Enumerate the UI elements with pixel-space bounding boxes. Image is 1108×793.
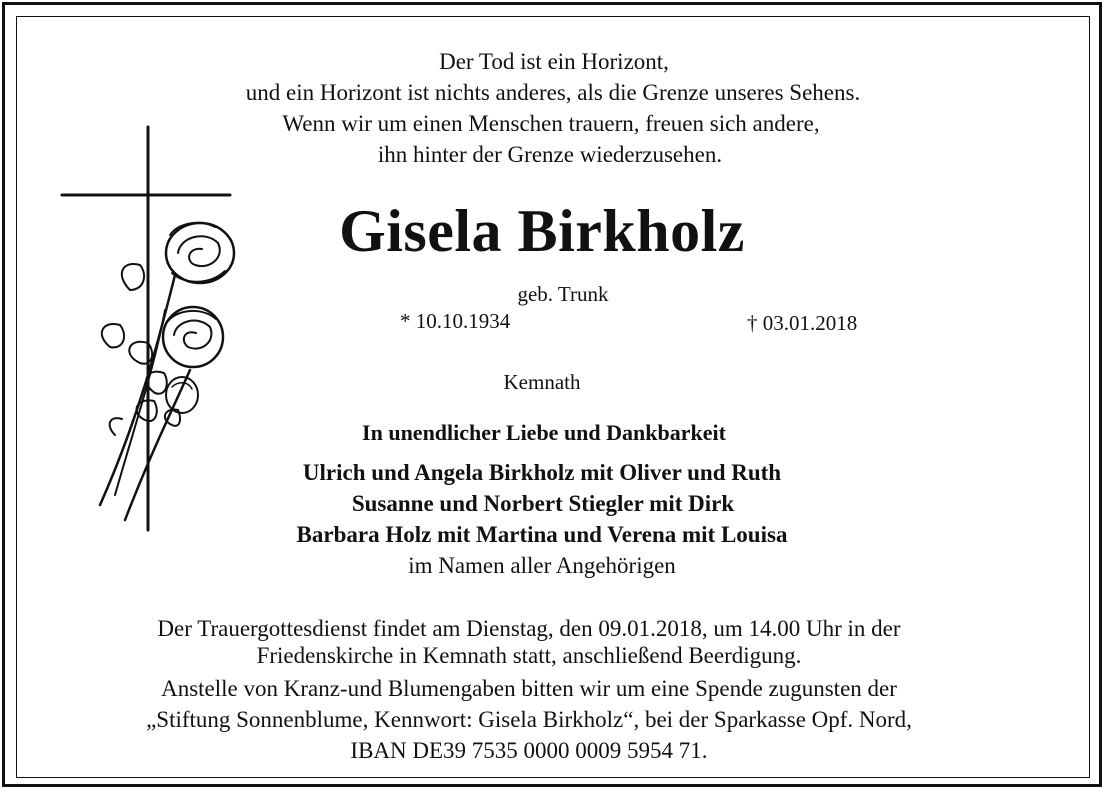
place: Kemnath [503, 370, 581, 394]
poem-line-2: und ein Horizont ist nichts anderes, als die Grenze unseres Sehens. [245, 80, 861, 105]
service-line-1: Der Trauergottesdienst findet am Dienstag, den 09.01.2018, um 14.00 Uhr in der [157, 616, 901, 641]
mourner-line-2: Susanne und Norbert Stiegler mit Dirk [351, 491, 735, 516]
mourners-closing: im Namen aller Angehörigen [408, 553, 676, 578]
service-line-2: Friedenskirche in Kemnath statt, anschließend Beerdigung. [256, 643, 802, 668]
mourner-line-3: Barbara Holz mit Martina und Verena mit Louisa [296, 522, 788, 547]
maiden-name: geb. Trunk [517, 282, 609, 306]
service-line-4: „Stiftung Sonnenblume, Kennwort: Gisela Birkholz“, bei der Sparkasse Opf. Nord, [146, 707, 912, 732]
poem-line-3: Wenn wir um einen Menschen trauern, freuen sich andere, [282, 111, 820, 136]
poem-line-4: ihn hinter der Grenze wiederzusehen. [377, 142, 723, 167]
mourners-intro: In unendlicher Liebe und Dankbarkeit [362, 420, 726, 445]
death-date: † 03.01.2018 [747, 311, 858, 335]
poem-line-1: Der Tod ist ein Horizont, [439, 49, 669, 74]
mourner-line-1: Ulrich und Angela Birkholz mit Oliver und Ruth [302, 460, 782, 485]
deceased-name: Gisela Birkholz [339, 198, 745, 264]
service-line-3: Anstelle von Kranz-und Blumengaben bitten wir um eine Spende zugunsten der [161, 676, 897, 701]
service-line-5: IBAN DE39 7535 0000 0009 5954 71. [350, 738, 708, 763]
birth-date: * 10.10.1934 [400, 309, 511, 333]
